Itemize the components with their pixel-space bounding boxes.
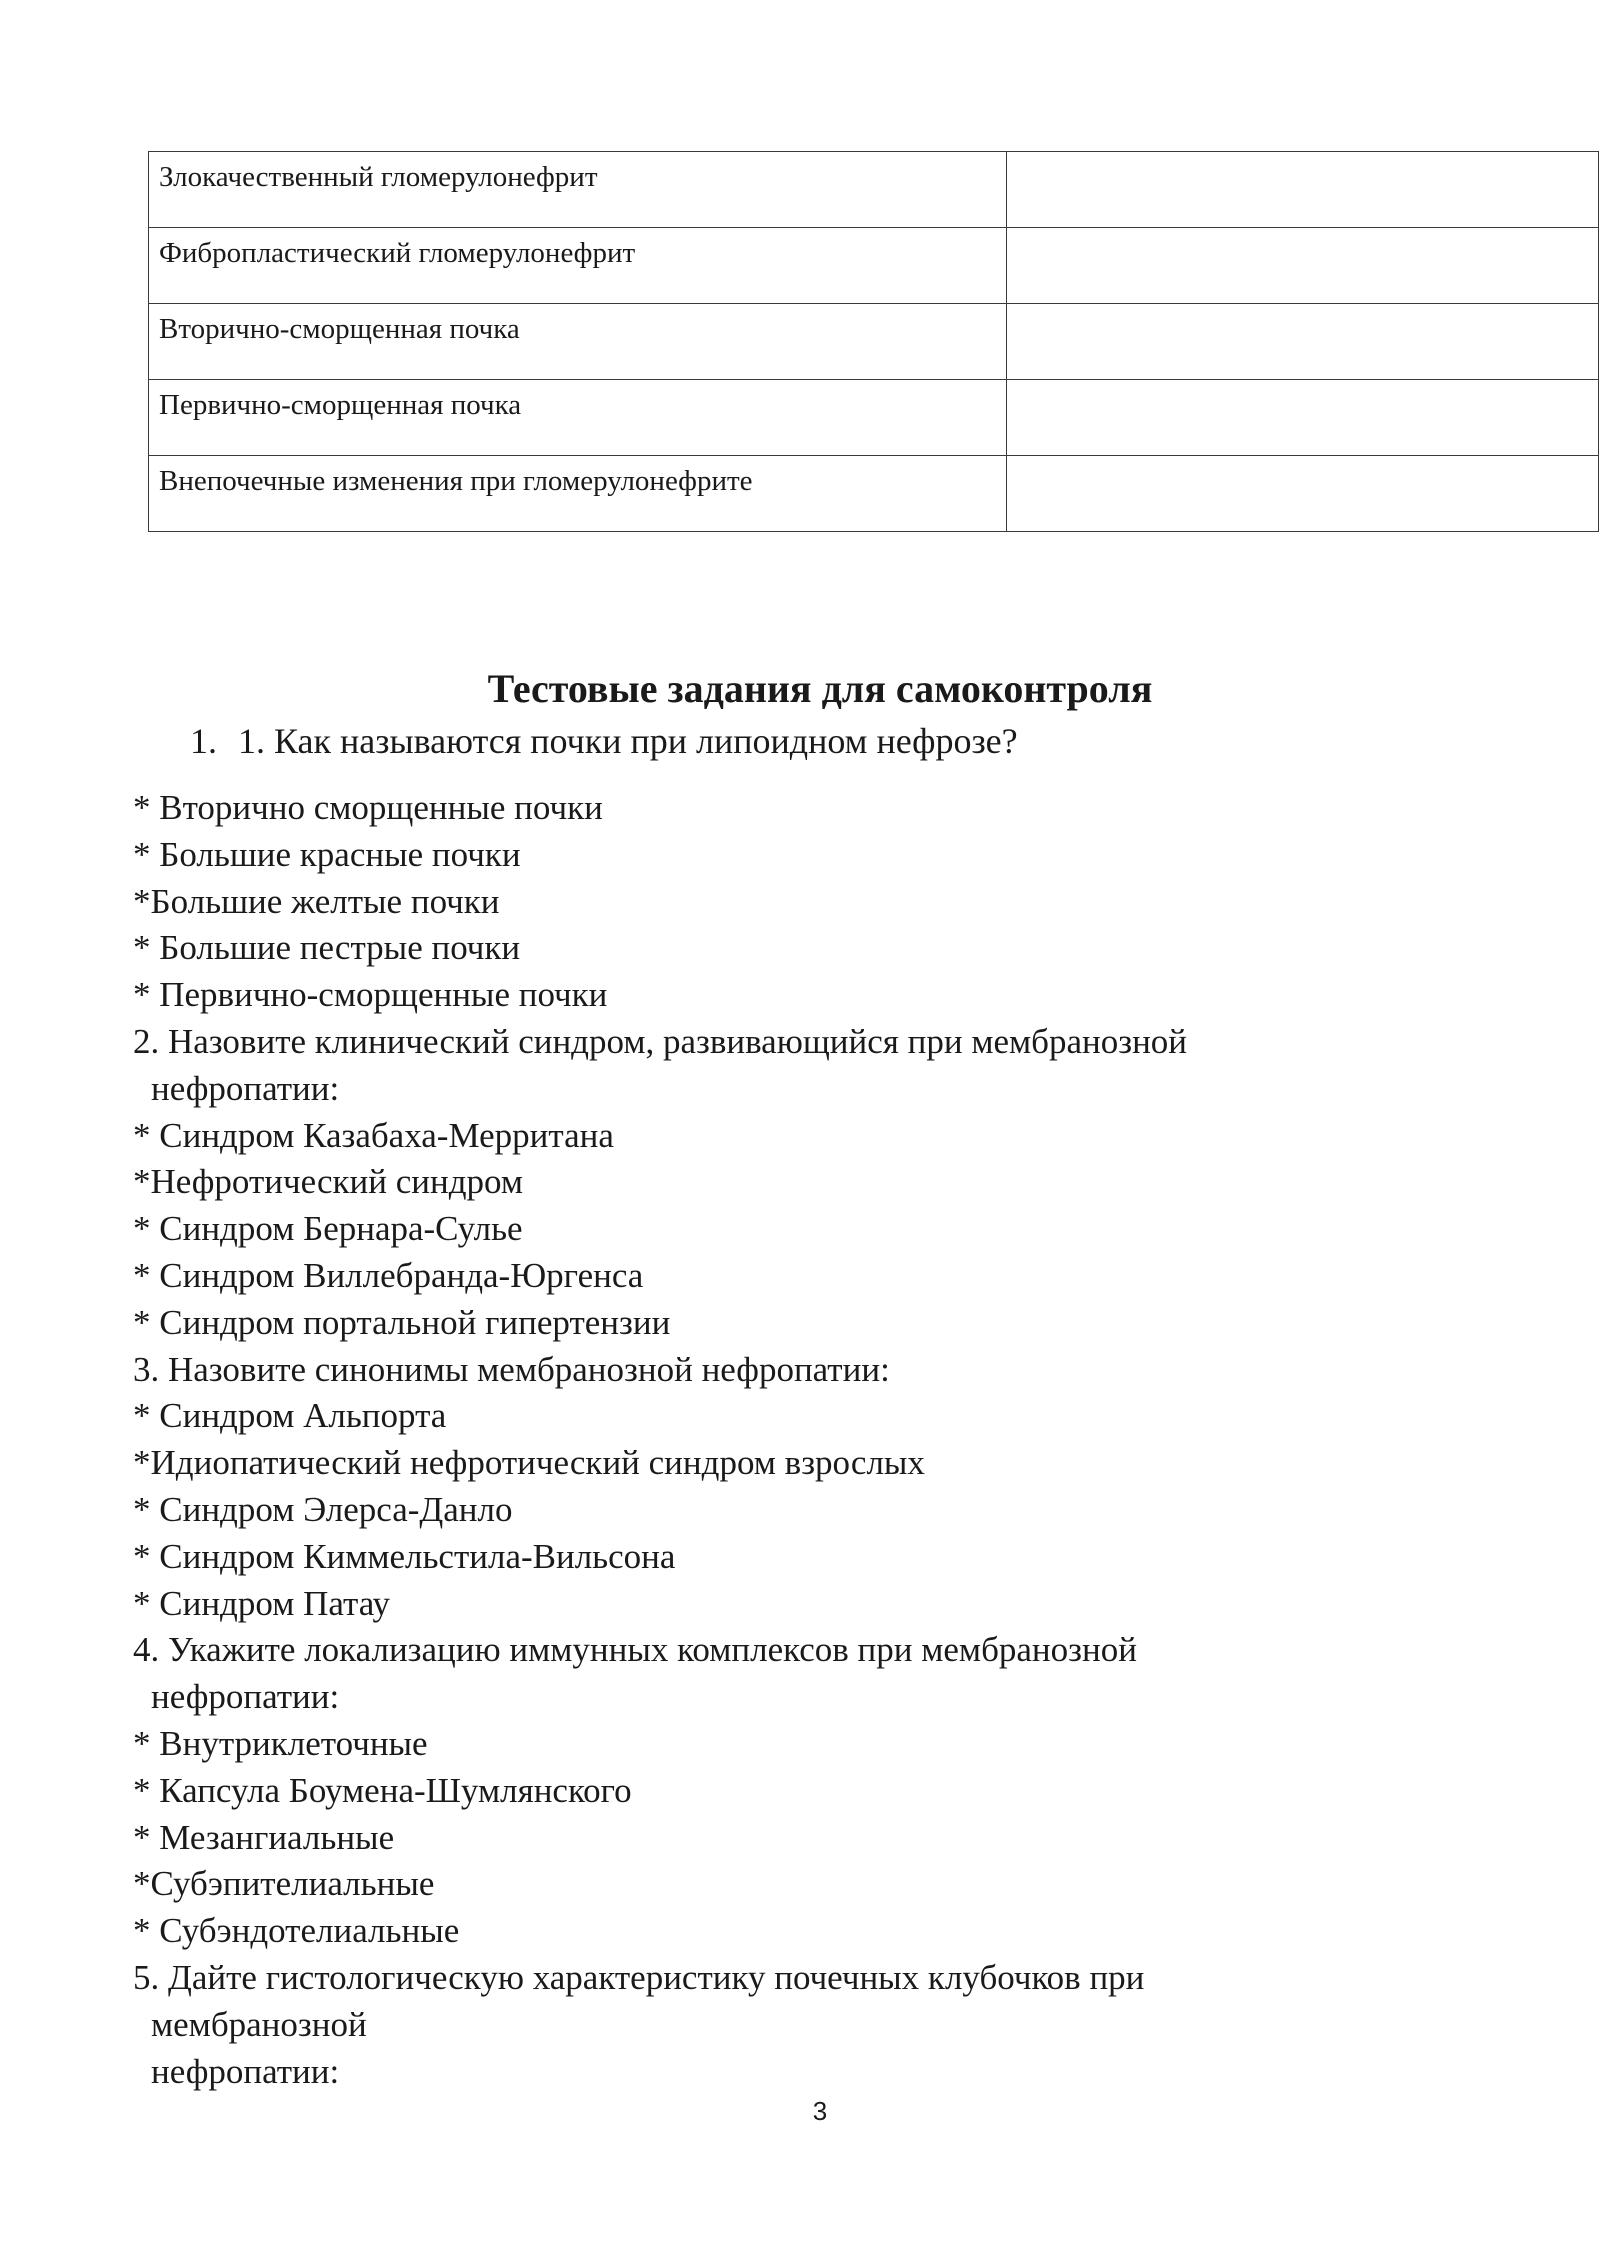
- answer-option: * Большие пестрые почки: [133, 928, 521, 968]
- table-row: [149, 228, 1599, 304]
- question-text: 1. Как называются почки при липоидном нефрозе?: [238, 721, 1018, 761]
- answer-option: *Субэпителиальные: [133, 1864, 435, 1904]
- answer-option: * Синдром Виллебранда-Юргенса: [133, 1255, 644, 1295]
- answer-option: *Большие желтые почки: [133, 881, 500, 921]
- answer-option: * Синдром Альпорта: [133, 1396, 447, 1436]
- question-text: 5. Дайте гистологическую характеристику почечных клубочков при: [133, 1957, 1145, 1997]
- table-row: [149, 152, 1599, 228]
- answer-option: * Первично-сморщенные почки: [133, 975, 608, 1015]
- question-text: 4. Укажите локализацию иммунных комплексов при мембранозной: [133, 1630, 1137, 1670]
- answer-option: * Синдром Киммельстила-Вильсона: [133, 1536, 676, 1576]
- first-question: [190, 720, 1018, 763]
- answer-cell: [1007, 304, 1599, 380]
- term-cell: Внепочечные изменения при гломерулонефрите: [149, 456, 1007, 532]
- question-text: 2. Назовите клинический синдром, развивающийся при мембранозной: [133, 1021, 1188, 1061]
- term-cell: Вторично-сморщенная почка: [149, 304, 1007, 380]
- question-text: 3. Назовите синонимы мембранозной нефропатии:: [133, 1349, 890, 1389]
- answer-option: * Синдром Казабаха-Мерритана: [133, 1115, 614, 1155]
- answer-option: *Идиопатический нефротический синдром взрослых: [133, 1443, 925, 1483]
- term-cell: Первично-сморщенная почка: [149, 380, 1007, 456]
- answer-cell: [1007, 456, 1599, 532]
- list-number: 1.: [190, 721, 217, 761]
- answer-option: * Вторично сморщенные почки: [133, 788, 603, 827]
- question-text-continuation: нефропатии:: [151, 2051, 340, 2091]
- table-row: [149, 380, 1599, 456]
- answer-option: * Синдром Элерса-Данло: [133, 1489, 513, 1529]
- answer-option: *Нефротический синдром: [133, 1162, 524, 1202]
- table-row: [149, 304, 1599, 380]
- answer-cell: [1007, 152, 1599, 228]
- term-cell: Злокачественный гломерулонефрит: [149, 152, 1007, 228]
- section-heading: Тестовые задания для самоконтроля: [487, 666, 1153, 711]
- answer-option: * Субэндотелиальные: [133, 1911, 460, 1951]
- answer-option: * Мезангиальные: [133, 1817, 395, 1857]
- page-number: 3: [812, 2096, 828, 2126]
- terms-table: [148, 151, 1599, 532]
- answer-option: * Капсула Боумена-Шумлянского: [133, 1770, 632, 1810]
- question-text-continuation: мембранозной: [151, 2004, 367, 2044]
- answer-option: * Синдром Патау: [133, 1583, 390, 1623]
- answer-cell: [1007, 380, 1599, 456]
- answer-option: * Большие красные почки: [133, 834, 521, 874]
- answer-option: * Синдром Бернара-Сулье: [133, 1209, 523, 1249]
- question-text-continuation: нефропатии:: [151, 1068, 340, 1108]
- table-row: [149, 456, 1599, 532]
- answer-cell: [1007, 228, 1599, 304]
- test-questions: [133, 785, 1533, 2095]
- term-cell: Фибропластический гломерулонефрит: [149, 228, 1007, 304]
- answer-option: * Синдром портальной гипертензии: [133, 1302, 671, 1342]
- question-text-continuation: нефропатии:: [151, 1677, 340, 1717]
- answer-option: * Внутриклеточные: [133, 1723, 428, 1763]
